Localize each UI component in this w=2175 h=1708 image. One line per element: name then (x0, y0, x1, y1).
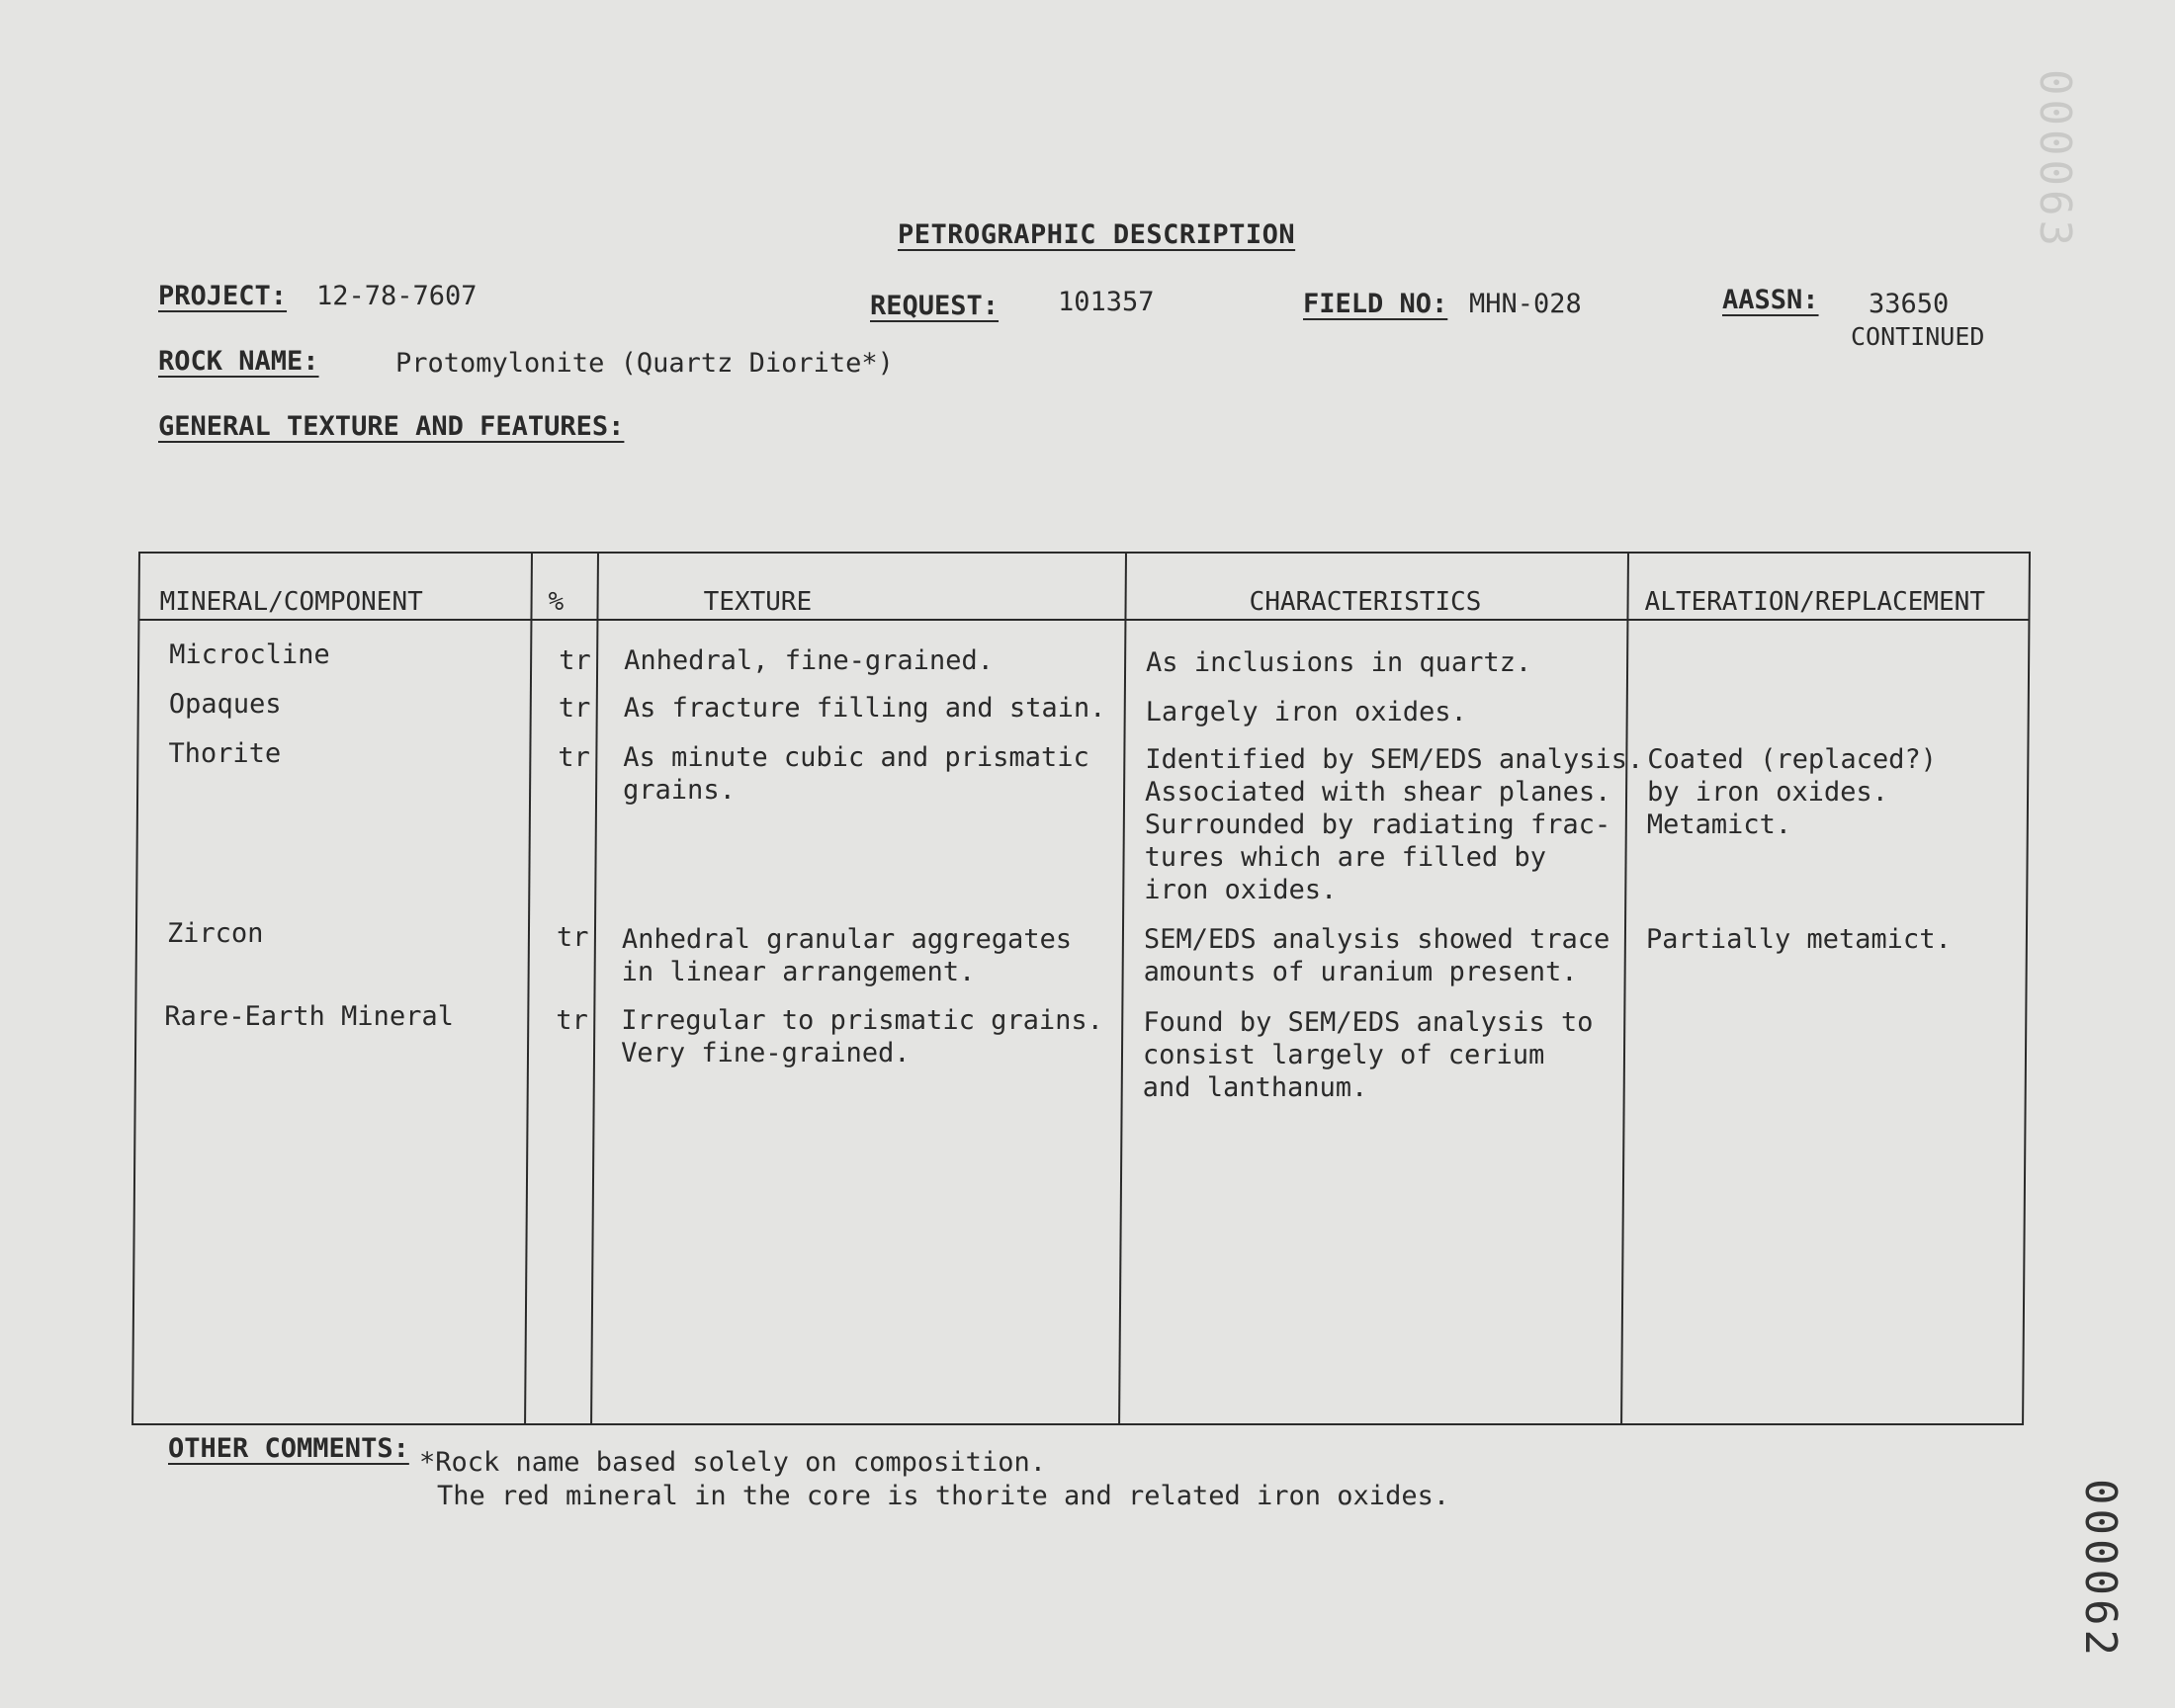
document-title: PETROGRAPHIC DESCRIPTION (898, 219, 1296, 250)
table-cell-texture: As fracture filling and stain. (623, 693, 1106, 724)
table-cell-percent: tr (558, 742, 590, 773)
table-cell-mineral: Zircon (166, 918, 264, 949)
table-cell-texture: As minute cubic and prismatic grains. (622, 742, 1089, 806)
project-label: PROJECT: (158, 281, 288, 311)
table-cell-characteristics: As inclusions in quartz. (1145, 647, 1532, 678)
column-header-mineral: MINERAL/COMPONENT (159, 587, 423, 617)
column-divider (1620, 554, 1629, 1423)
table-cell-alteration: Partially metamict. (1645, 924, 1952, 955)
table-cell-characteristics: SEM/EDS analysis showed trace amounts of uranium present. (1143, 924, 1610, 987)
page-number-stamp: 000062 (2075, 1479, 2126, 1660)
page-number-stamp-faint: 000063 (2030, 69, 2080, 250)
column-divider (590, 554, 599, 1423)
table-cell-percent: tr (558, 693, 591, 724)
request-value: 101357 (1058, 287, 1155, 317)
continued-label: CONTINUED (1851, 322, 1985, 351)
rock-name-value: Protomylonite (Quartz Diorite*) (395, 348, 894, 379)
column-divider (524, 554, 533, 1423)
table-cell-percent: tr (556, 1005, 588, 1036)
table-cell-characteristics: Identified by SEM/EDS analysis. Associated with shear planes. Surrounded by radiating frac- tures which are filled by iron oxides. (1144, 744, 1644, 905)
mineral-table (131, 552, 2031, 1425)
table-cell-percent: tr (559, 645, 591, 676)
table-cell-characteristics: Found by SEM/EDS analysis to consist largely of cerium and lanthanum. (1142, 1007, 1594, 1103)
other-comments-label: OTHER COMMENTS: (168, 1433, 409, 1464)
header-divider (139, 619, 2028, 621)
column-header-characteristics: CHARACTERISTICS (1249, 587, 1482, 617)
field-no-label: FIELD NO: (1303, 289, 1448, 319)
table-cell-characteristics: Largely iron oxides. (1145, 697, 1467, 727)
comment-line-2: The red mineral in the core is thorite and related iron oxides. (437, 1481, 1450, 1511)
rock-name-label: ROCK NAME: (158, 346, 319, 377)
column-header-percent: % (548, 587, 565, 617)
column-divider (1118, 554, 1127, 1423)
table-cell-mineral: Opaques (168, 689, 282, 720)
table-cell-mineral: Rare-Earth Mineral (164, 1001, 455, 1032)
comment-line-1: *Rock name based solely on composition. (419, 1447, 1046, 1478)
table-cell-mineral: Microcline (169, 640, 330, 670)
request-label: REQUEST: (870, 291, 1000, 321)
aassn-label: AASSN: (1722, 285, 1819, 315)
column-header-texture: TEXTURE (703, 587, 813, 617)
table-cell-texture: Anhedral, fine-grained. (624, 645, 995, 676)
table-cell-texture: Irregular to prismatic grains. Very fine-grained. (620, 1005, 1104, 1068)
table-cell-alteration: Coated (replaced?) by iron oxides. Metamict. (1646, 744, 1938, 840)
aassn-value: 33650 (1869, 289, 1950, 319)
table-cell-percent: tr (556, 922, 589, 953)
column-header-alteration: ALTERATION/REPLACEMENT (1644, 587, 1986, 617)
table-cell-mineral: Thorite (168, 738, 282, 769)
field-no-value: MHN-028 (1469, 289, 1582, 319)
project-value: 12-78-7607 (316, 281, 478, 311)
general-texture-label: GENERAL TEXTURE AND FEATURES: (158, 411, 625, 442)
table-cell-texture: Anhedral granular aggregates in linear arrangement. (621, 924, 1073, 987)
